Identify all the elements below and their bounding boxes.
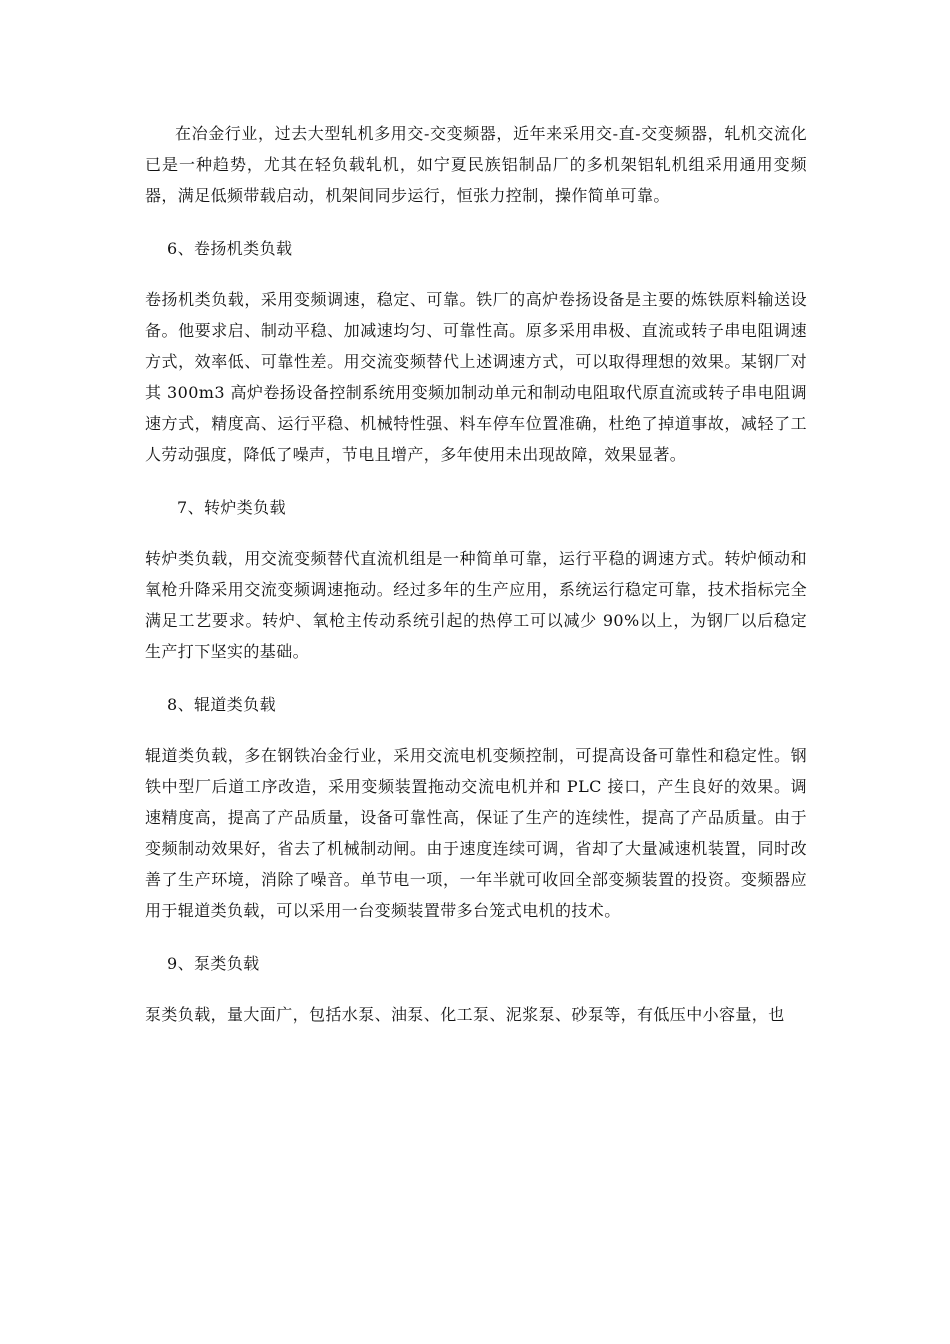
paragraph-roller-table-load: 辊道类负载，多在钢铁冶金行业，采用交流电机变频控制，可提高设备可靠性和稳定性。钢铁中型厂后道工序改造，采用变频装置拖动交流电机并和 PLC 接口，产生良好的效果。调速精度高，提高了产品质量，设备可靠性高，保证了生产的连续性，提高了产品质量。由于变频制动效果好，省去了机械制动闸。由于速度连续可调，省却了大量减速机装置，同时改善了生产环境，消除了噪音。单节电一项，一年半就可收回全部变频装置的投资。变频器应用于辊道类负载，可以采用一台变频装置带多台笼式电机的技术。 [145,746,807,920]
section-heading-converter-load: 7、转炉类负载 [177,498,286,517]
paragraph-hoist-load: 卷扬机类负载，采用变频调速，稳定、可靠。铁厂的高炉卷扬设备是主要的炼铁原料输送设备。他要求启、制动平稳、加减速均匀、可靠性高。原多采用串极、直流或转子串电阻调速方式，效率低、可靠性差。用交流变频替代上述调速方式，可以取得理想的效果。某钢厂对其 300m3 高炉卷扬设备控制系统用变频加制动单元和制动电阻取代原直流或转子串电阻调速方式，精度高、运行平稳、机械特性强、料车停车位置准确，杜绝了掉道事故，减轻了工人劳动强度，降低了噪声，节电且增产，多年使用未出现故障，效果显著。 [145,290,807,464]
section-heading-roller-table-load: 8、辊道类负载 [167,695,276,714]
paragraph-pump-load: 泵类负载，量大面广，包括水泵、油泵、化工泵、泥浆泵、砂泵等，有低压中小容量，也 [145,1005,785,1024]
document-body [145,118,807,1030]
paragraph-metallurgy-rolling-mill: 在冶金行业，过去大型轧机多用交-交变频器，近年来采用交-直-交变频器，轧机交流化已是一种趋势，尤其在轻负载轧机，如宁夏民族铝制品厂的多机架铝轧机组采用通用变频器，满足低频带载启动，机架间同步运行，恒张力控制，操作简单可靠。 [145,124,807,205]
paragraph-converter-load: 转炉类负载，用交流变频替代直流机组是一种简单可靠，运行平稳的调速方式。转炉倾动和氧枪升降采用交流变频调速拖动。经过多年的生产应用，系统运行稳定可靠，技术指标完全满足工艺要求。转炉、氧枪主传动系统引起的热停工可以减少 90%以上，为钢厂以后稳定生产打下坚实的基础。 [145,549,807,661]
section-heading-pump-load: 9、泵类负载 [167,954,260,973]
section-heading-hoist-load: 6、卷扬机类负载 [167,239,293,258]
